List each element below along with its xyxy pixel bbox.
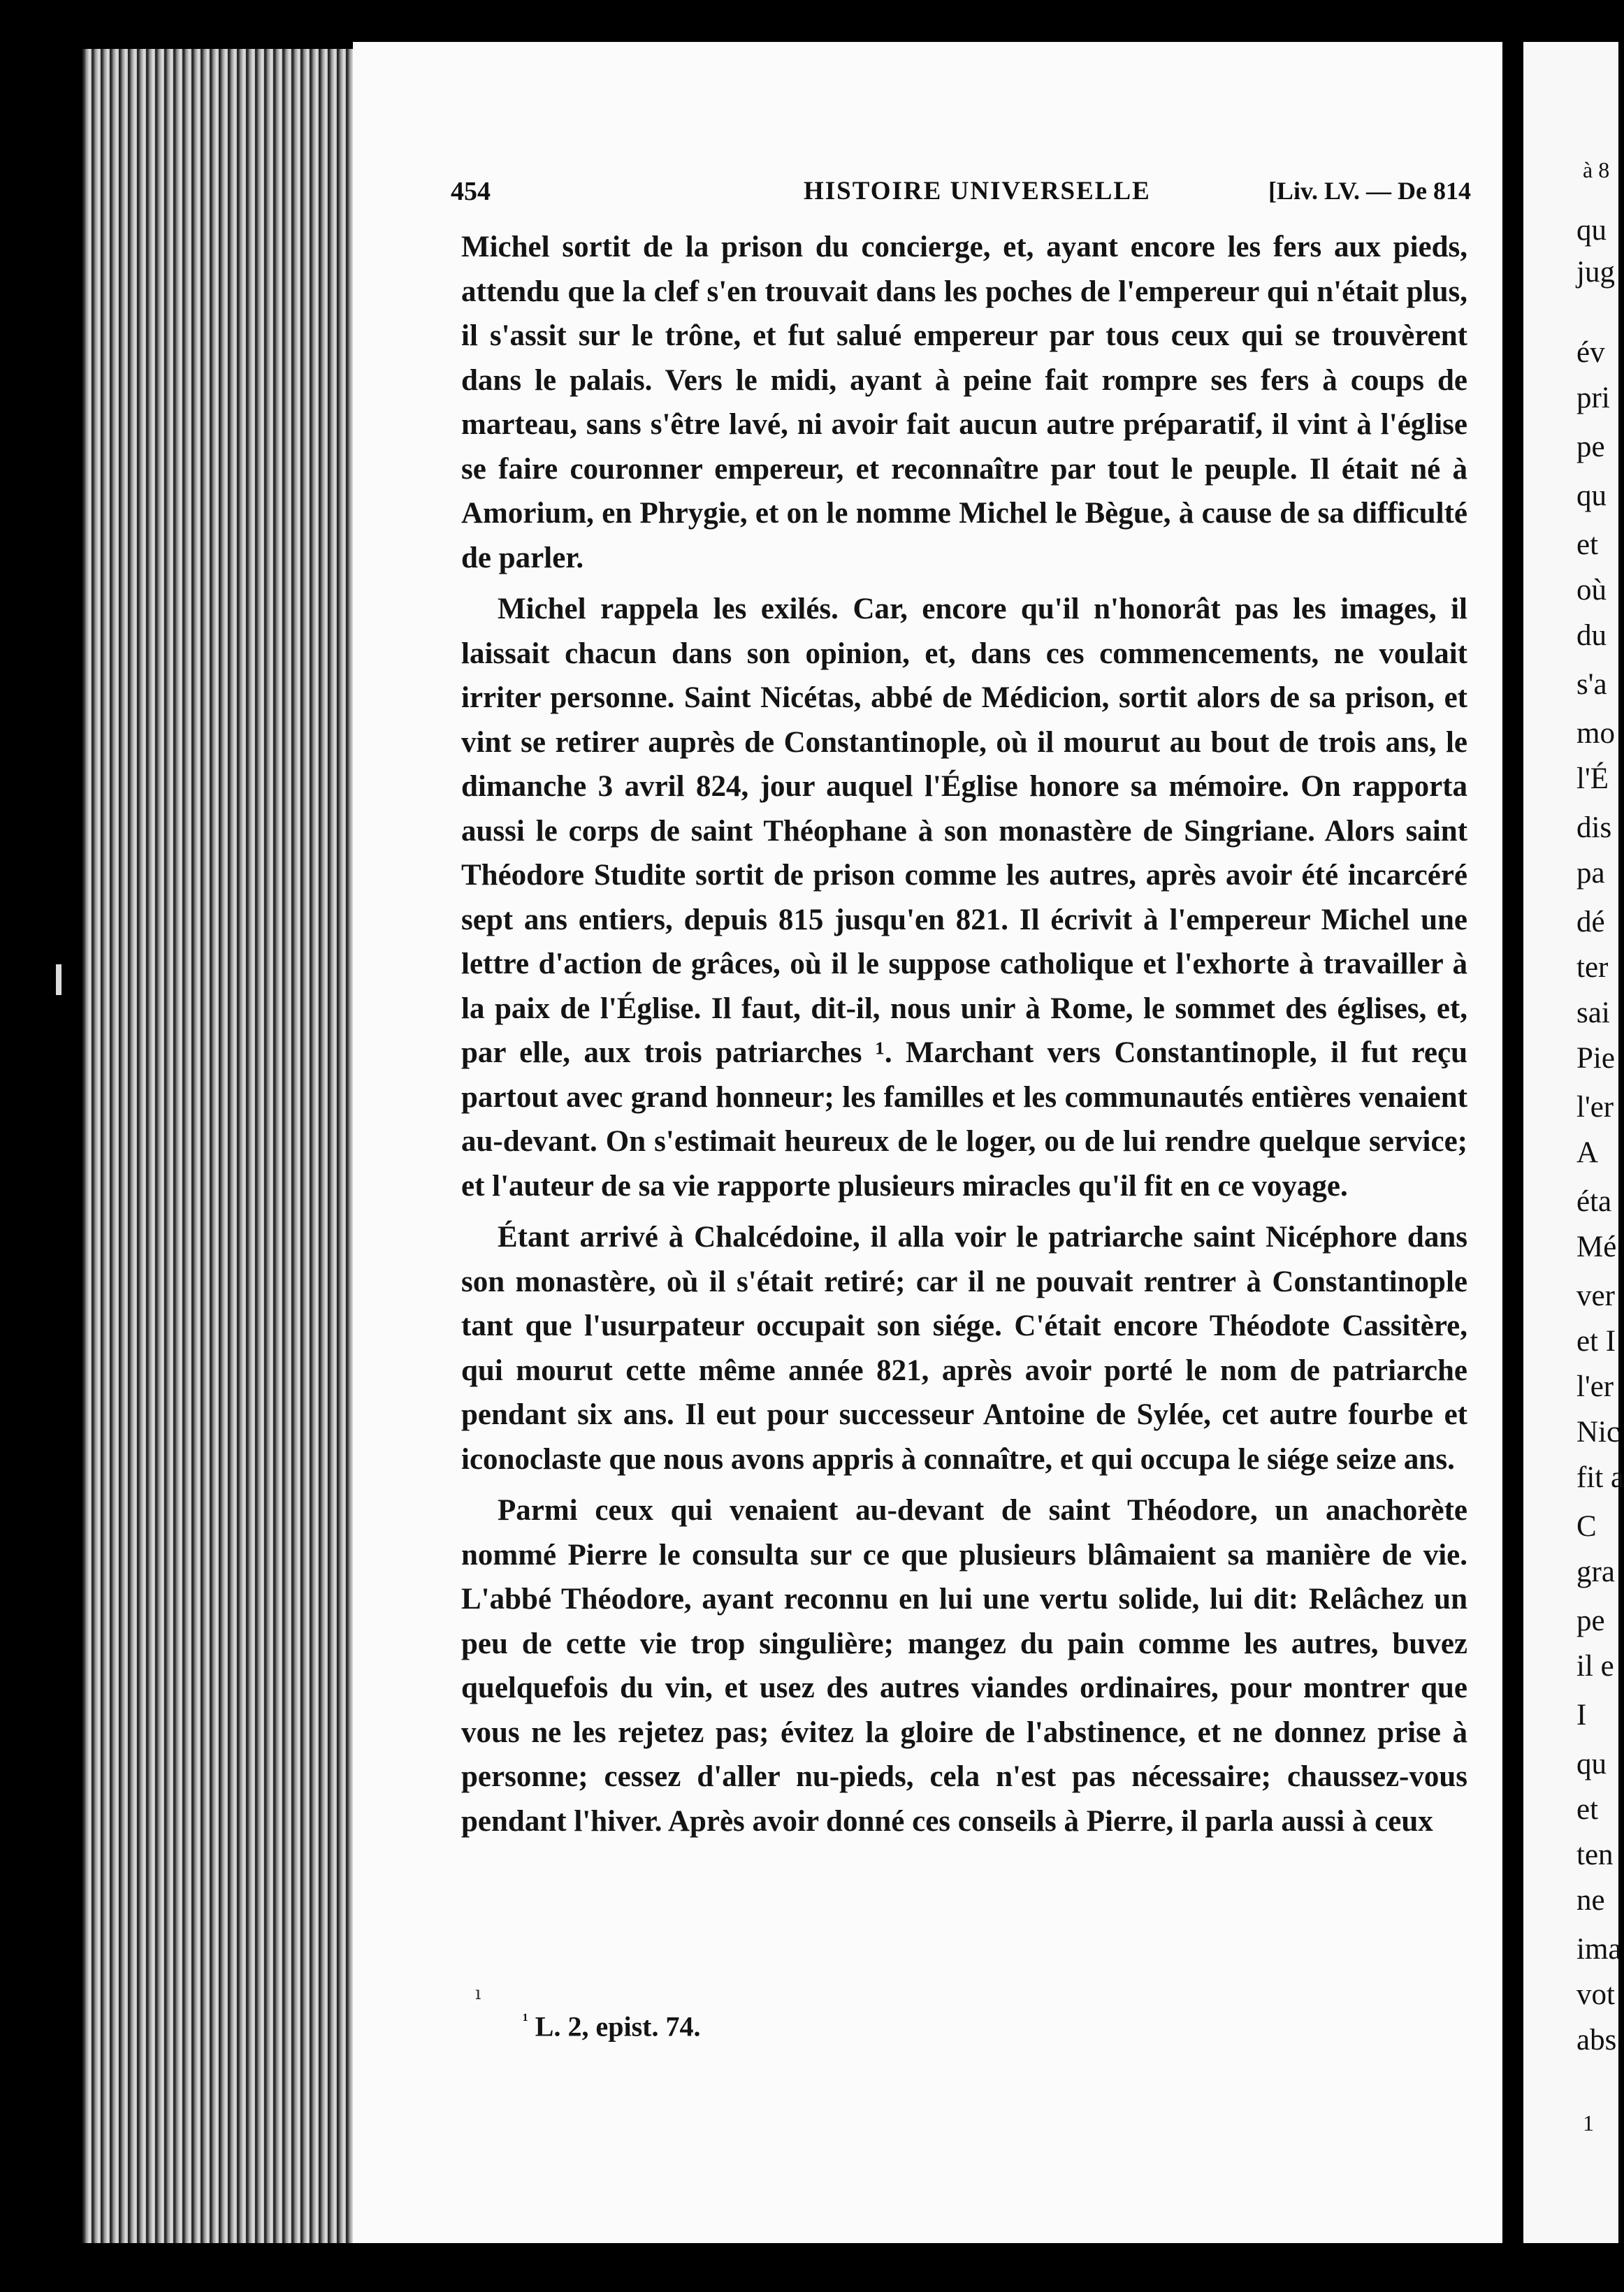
facing-page-fragment: et I [1576, 1325, 1616, 1358]
facing-page-fragment: pe [1576, 430, 1605, 463]
facing-page-fragment: A [1576, 1136, 1599, 1169]
paragraph: Michel sortit de la prison du concierge, et, ayant encore les fers aux pieds, attendu que la clef s'en trouvait dans les poches de l'empereur qui n'était plus, il s'assit sur le trône, et fut salué empereur par tous ceux qui se trouvèrent dans le palais. Vers le midi, ayant à peine fait rompre ses fers à coups de marteau, sans s'être lavé, ni avoir fait aucun autre préparatif, il vint à l'église se faire couronner empereur, et reconnaître par tout le peuple. Il était né à Amorium, en Phrygie, et on le nomme Michel le Bègue, à cause de sa difficulté de parler. [461, 231, 1467, 574]
facing-page-fragment: sai [1576, 996, 1610, 1029]
facing-page-fragment: l'É [1576, 762, 1609, 795]
facing-page-fragment: du [1576, 619, 1607, 652]
facing-page-fragment: à 8 [1583, 157, 1610, 182]
facing-page-fragment: Mé [1576, 1231, 1617, 1263]
body-text [461, 225, 1467, 1843]
facing-page-fragment: s'a [1576, 668, 1607, 701]
facing-page-fragment: qu [1576, 479, 1607, 512]
scan-bottom-border [0, 2243, 1618, 2292]
footnote-marker: ¹ [523, 2010, 528, 2030]
paragraph: Parmi ceux qui venaient au-devant de saint Théodore, un anachorète nommé Pierre le consulta sur ce que plusieurs blâmaient sa manière de vie. L'abbé Théodore, ayant reconnu en lui une vertu solide, lui dit: Relâchez un peu de cette vie trop singulière; mangez du pain comme les autres, buvez quelquefois du vin, et usez des autres viandes ordinaires, pour montrer que vous ne les rejetez pas; évitez la gloire de l'abstinence, et ne donnez prise à personne; cessez d'aller nu-pieds, cela n'est pas nécessaire; chaussez-vous pendant l'hiver. Après avoir donné ces conseils à Pierre, il parla aussi à ceux [461, 1494, 1467, 1838]
footnote [523, 2010, 700, 2043]
facing-page-fragment: fit a [1576, 1461, 1624, 1494]
footnote-text: L. 2, epist. 74. [535, 2010, 701, 2043]
facing-page-fragment: où [1576, 574, 1607, 607]
facing-page-fragment: et [1576, 528, 1599, 561]
facing-page-fragment: gra [1576, 1555, 1615, 1588]
facing-page-fragment: I [1576, 1699, 1587, 1732]
facing-page-fragment: vot [1576, 1978, 1615, 2011]
facing-page-fragment: abs [1576, 2024, 1617, 2057]
facing-page-fragment: pri [1576, 382, 1610, 414]
facing-page-fragment: Pie [1576, 1042, 1615, 1075]
facing-page [1523, 42, 1624, 2243]
stray-mark: ı [475, 1983, 481, 2004]
facing-page-fragment: il e [1576, 1650, 1614, 1683]
facing-page-fragment: Nic [1576, 1416, 1621, 1449]
facing-page-fragment: pe [1576, 1604, 1605, 1637]
facing-page-fragment: qu [1576, 214, 1607, 247]
facing-page-fragment: ima [1576, 1933, 1622, 1966]
facing-page-fragment: jug [1576, 256, 1615, 289]
facing-page-fragment: dé [1576, 906, 1605, 938]
facing-page-fragment: l'er [1576, 1091, 1614, 1124]
running-header [451, 176, 1471, 218]
book-page-edges [82, 49, 355, 2243]
facing-page-fragment: qu [1576, 1748, 1607, 1780]
paragraph: Étant arrivé à Chalcédoine, il alla voir le patriarche saint Nicéphore dans son monastère, où il s'était retiré; car il ne pouvait rentrer à Constantinople tant que l'usurpateur occupait son siége. C'était encore Théodote Cassitère, qui mourut cette même année 821, après avoir porté le nom de patriarche pendant six ans. Il eut pour successeur Antoine de Sylée, cet autre fourbe et iconoclaste que nous avons appris à connaître, et qui occupa le siége seize ans. [461, 1221, 1467, 1476]
scan-mark [56, 964, 61, 995]
scan-gutter-left [0, 0, 91, 2292]
facing-page-fragment: 1 [1583, 2110, 1594, 2135]
facing-page-fragment: l'er [1576, 1370, 1614, 1403]
facing-page-fragment: pa [1576, 857, 1605, 890]
facing-page-fragment: éta [1576, 1185, 1612, 1218]
facing-page-fragment: dis [1576, 811, 1612, 844]
paragraph: Michel rappela les exilés. Car, encore qu'il n'honorât pas les images, il laissait chacun dans son opinion, et, dans ces commencements, ne voulait irriter personne. Saint Nicétas, abbé de Médicion, sortit alors de sa prison, et vint se retirer auprès de Constantinople, où il mourut au bout de trois ans, le dimanche 3 avril 824, jour auquel l'Église honore sa mémoire. On rapporta aussi le corps de saint Théophane à son monastère de Singriane. Alors saint Théodore Studite sortit de prison comme les autres, après avoir été incarcéré sept ans entiers, depuis 815 jusqu'en 821. Il écrivit à l'empereur Michel une lettre d'action de grâces, où il le suppose catholique et l'exhorte à travailler à la paix de l'Église. Il faut, dit-il, nous unir à Rome, le sommet des églises, et, par elle, aux trois patriarches ¹. Marchant vers Constantinople, il fut reçu partout avec grand honneur; les familles et les communautés entières venaient au-devant. On s'estimait heureux de le loger, ou de lui rendre quelque service; et l'auteur de sa vie rapporte plusieurs miracles qu'il fit en ce voyage. [461, 593, 1467, 1203]
running-title: HISTOIRE UNIVERSELLE [804, 177, 1151, 205]
facing-page-fragment: ne [1576, 1884, 1605, 1917]
facing-page-fragment: év [1576, 336, 1605, 369]
page-number: 454 [451, 177, 491, 206]
section-range: [Liv. LV. — De 814 [1268, 177, 1471, 205]
facing-page-fragment: ver [1576, 1279, 1615, 1312]
scan-gutter-right [1502, 0, 1523, 2292]
facing-page-fragment: et [1576, 1793, 1599, 1826]
facing-page-fragment: C [1576, 1510, 1597, 1543]
facing-page-fragment: ter [1576, 951, 1609, 984]
facing-page-fragment: mo [1576, 717, 1615, 750]
facing-page-fragment: ten [1576, 1838, 1614, 1871]
